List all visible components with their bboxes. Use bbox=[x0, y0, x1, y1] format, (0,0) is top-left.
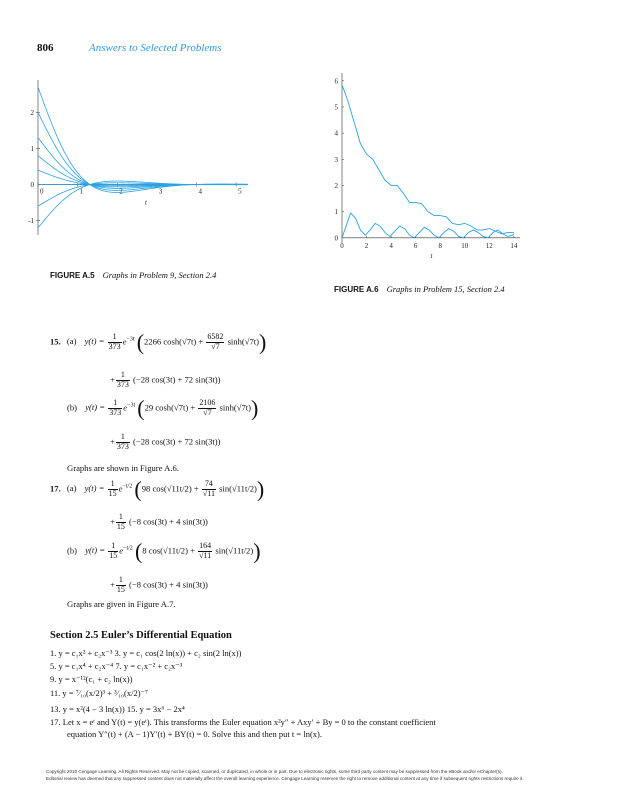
p15-b-line2-text: (−28 cos(3t) + 72 sin(3t)) bbox=[133, 436, 221, 447]
y-tick-label: 3 bbox=[334, 155, 338, 164]
p17-b-lhs: y(t) = bbox=[85, 545, 106, 556]
p17-a-line1 bbox=[50, 476, 265, 502]
y-tick-label: 0 bbox=[30, 181, 34, 190]
paren-close: ) bbox=[253, 538, 261, 564]
p17-number: 17. bbox=[50, 483, 61, 494]
p15-b-frac3: $\frac{1}{373}$ bbox=[116, 432, 129, 451]
p17-a-lhs: y(t) = bbox=[84, 483, 105, 494]
p17-b-frac3: $\frac{1}{15}$ bbox=[116, 575, 125, 594]
paren-open: ( bbox=[137, 395, 145, 421]
x-tick-label: 8 bbox=[438, 241, 442, 250]
figure-a6-chart bbox=[320, 68, 525, 273]
p17-b-label: (b) bbox=[67, 545, 78, 556]
p17-a-frac2: $\frac{74}{√11}$ bbox=[202, 479, 215, 498]
x-tick-label: 1 bbox=[79, 187, 84, 196]
p17-b-frac2: $\frac{164}{√11}$ bbox=[199, 541, 212, 560]
x-tick-label: 4 bbox=[389, 241, 393, 250]
x-tick-label: 5 bbox=[238, 187, 242, 196]
p15-b-line2: + $\frac{1}{373}$ (−28 cos(3t) + 72 sin(3t)) bbox=[110, 432, 221, 451]
figure-a6-text: Graphs in Problem 15, Section 2.4 bbox=[386, 284, 505, 294]
y-tick-label: -1 bbox=[28, 217, 34, 226]
p15-b-frac2: $\frac{2106}{√7}$ bbox=[199, 398, 216, 417]
p15-a-line2-text: (−28 cos(3t) + 72 sin(3t)) bbox=[133, 374, 221, 385]
p17-a-mid: 98 cos(√11t/2) + bbox=[141, 483, 199, 494]
p15-b-exp: e bbox=[123, 402, 128, 413]
p17-b-exp-sup: −t/2 bbox=[123, 545, 133, 552]
figure-a5-caption bbox=[50, 270, 216, 280]
y-tick-label: 6 bbox=[334, 77, 338, 86]
p17-a-exp-sup: −t/2 bbox=[122, 483, 133, 490]
y-tick-label: 1 bbox=[30, 144, 34, 153]
p15-b-end: sinh(√7t) bbox=[219, 402, 251, 413]
p17-b-frac1: $\frac{1}{15}$ bbox=[109, 541, 118, 560]
x-tick-label: 0 bbox=[40, 187, 44, 196]
p15-a-lhs: y(t) = bbox=[84, 336, 105, 347]
footer-line-1: Copyright 2010 Cengage Learning. All Rights Reserved. May not be copied, scanned, or duplicated, in whole or in part. Due to electronic rights, some third party content may be suppressed from the eBook and/or eChapter(s). bbox=[46, 769, 503, 774]
x-axis-label: t bbox=[430, 251, 433, 260]
x-axis-label: t bbox=[144, 198, 147, 207]
paren-open: ( bbox=[134, 476, 142, 502]
x-tick-label: 2 bbox=[119, 187, 123, 196]
y-tick-label: 5 bbox=[334, 103, 338, 112]
p15-a-line1 bbox=[50, 329, 267, 355]
p15-b-exp-sup: −3t bbox=[127, 402, 136, 409]
paren-close: ) bbox=[251, 395, 259, 421]
answer-row-2: 5. y = c₁x⁴ + c₂x⁻⁴ 7. y = c₁x⁻² + c₂x⁻³ bbox=[50, 661, 183, 671]
p17-a-end: sin(√11t/2) bbox=[219, 483, 257, 494]
p15-a-exp-sup: −3t bbox=[126, 336, 135, 343]
figure-a5-label: FIGURE A.5 bbox=[50, 271, 95, 280]
y-tick-label: 0 bbox=[334, 234, 338, 243]
y-tick-label: 4 bbox=[334, 129, 338, 138]
x-tick-label: 14 bbox=[510, 241, 518, 250]
p17-b-line2: + $\frac{1}{15}$ (−8 cos(3t) + 4 sin(3t)) bbox=[110, 575, 208, 594]
p17-a-line2: + $\frac{1}{15}$ (−8 cos(3t) + 4 sin(3t)) bbox=[110, 512, 208, 531]
p15-a-frac2: $\frac{6582}{√7}$ bbox=[207, 332, 224, 351]
p15-b-label: (b) bbox=[67, 402, 78, 413]
x-tick-label: 4 bbox=[198, 187, 202, 196]
p15-a-frac3: $\frac{1}{373}$ bbox=[116, 370, 129, 389]
paren-close: ) bbox=[259, 329, 267, 355]
p15-a-exp: e bbox=[122, 336, 127, 347]
p15-note: Graphs are shown in Figure A.6. bbox=[67, 463, 179, 473]
answer-row-4: 11. y = ⁷⁄₁₀(x/2)³ + ³⁄₁₀(x/2)⁻⁷ bbox=[50, 688, 149, 698]
series-line bbox=[342, 213, 514, 238]
p17-b-line1 bbox=[67, 538, 261, 564]
answer-row-7: equation Y″(t) + (A − 1)Y′(t) + BY(t) = 0. Solve this and then put t = ln(x). bbox=[67, 729, 322, 739]
p17-a-frac1: $\frac{1}{15}$ bbox=[108, 479, 117, 498]
figure-a6-label: FIGURE A.6 bbox=[334, 285, 379, 294]
answer-row-5: 13. y = x²(4 − 3 ln(x)) 15. y = 3x⁶ − 2x⁴ bbox=[50, 704, 185, 714]
paren-close: ) bbox=[256, 476, 265, 502]
series-line bbox=[38, 112, 248, 190]
p15-b-line1 bbox=[67, 395, 259, 421]
p17-b-line2-text: (−8 cos(3t) + 4 sin(3t)) bbox=[129, 579, 208, 590]
p15-a-frac1: $\frac{1}{373}$ bbox=[108, 332, 121, 351]
p15-a-line2: + $\frac{1}{373}$ (−28 cos(3t) + 72 sin(3t)) bbox=[110, 370, 221, 389]
p17-b-end: sin(√11t/2) bbox=[215, 545, 254, 556]
x-tick-label: 12 bbox=[485, 241, 493, 250]
p15-a-end: sinh(√7t) bbox=[227, 336, 260, 347]
p15-b-lhs: y(t) = bbox=[85, 402, 106, 413]
p17-note: Graphs are given in Figure A.7. bbox=[67, 599, 176, 609]
x-tick-label: 0 bbox=[340, 241, 344, 250]
p17-b-mid: 8 cos(√11t/2) + bbox=[142, 545, 195, 556]
y-tick-label: 2 bbox=[30, 108, 34, 117]
p17-a-exp: e bbox=[118, 483, 123, 494]
answer-row-6: 17. Let x = eᵗ and Y(t) = y(eᵗ). This transforms the Euler equation x²y″ + Axy′ + By = 0 to the constant coefficient bbox=[50, 717, 436, 727]
answer-row-3: 9. y = x⁻¹²(c₁ + c₂ ln(x)) bbox=[50, 674, 133, 684]
p15-b-frac1: $\frac{1}{373}$ bbox=[109, 398, 122, 417]
p17-b-exp: e bbox=[119, 545, 124, 556]
p17-a-label: (a) bbox=[66, 483, 77, 494]
p17-a-frac3: $\frac{1}{15}$ bbox=[116, 512, 125, 531]
figure-a5-chart bbox=[30, 75, 255, 255]
x-tick-label: 3 bbox=[158, 187, 163, 196]
answer-row-1: 1. y = c₁x² + c₂x⁻³ 3. y = c₁ cos(2 ln(x)) + c₂ sin(2 ln(x)) bbox=[50, 648, 242, 658]
running-header: Answers to Selected Problems bbox=[89, 42, 222, 54]
x-tick-label: 2 bbox=[364, 241, 369, 250]
footer-line-2: Editorial review has deemed that any suppressed content does not materially affect the overall learning experience. Cengage Learning reserves the right to remove additional content at any time if subsequent rights restrictions require it. bbox=[46, 776, 524, 781]
section-title: Section 2.5 Euler’s Differential Equation bbox=[50, 630, 232, 641]
paren-open: ( bbox=[134, 538, 143, 564]
figure-a6-caption bbox=[334, 284, 505, 294]
x-tick-label: 6 bbox=[413, 241, 418, 250]
y-tick-label: 1 bbox=[334, 208, 338, 217]
x-tick-label: 10 bbox=[461, 241, 469, 250]
p17-a-line2-text: (−8 cos(3t) + 4 sin(3t)) bbox=[129, 516, 208, 527]
p15-b-mid: 29 cosh(√7t) + bbox=[144, 402, 196, 413]
y-tick-label: 2 bbox=[334, 181, 338, 190]
paren-open: ( bbox=[136, 329, 145, 355]
series-line bbox=[38, 87, 248, 192]
series-line bbox=[38, 181, 248, 228]
p15-number: 15. bbox=[50, 336, 61, 347]
p15-a-label: (a) bbox=[66, 336, 77, 347]
series-line bbox=[342, 85, 514, 234]
page-number: 806 bbox=[37, 42, 54, 54]
figure-a5-text: Graphs in Problem 9, Section 2.4 bbox=[102, 270, 217, 280]
p15-a-mid: 2266 cosh(√7t) + bbox=[144, 336, 204, 347]
